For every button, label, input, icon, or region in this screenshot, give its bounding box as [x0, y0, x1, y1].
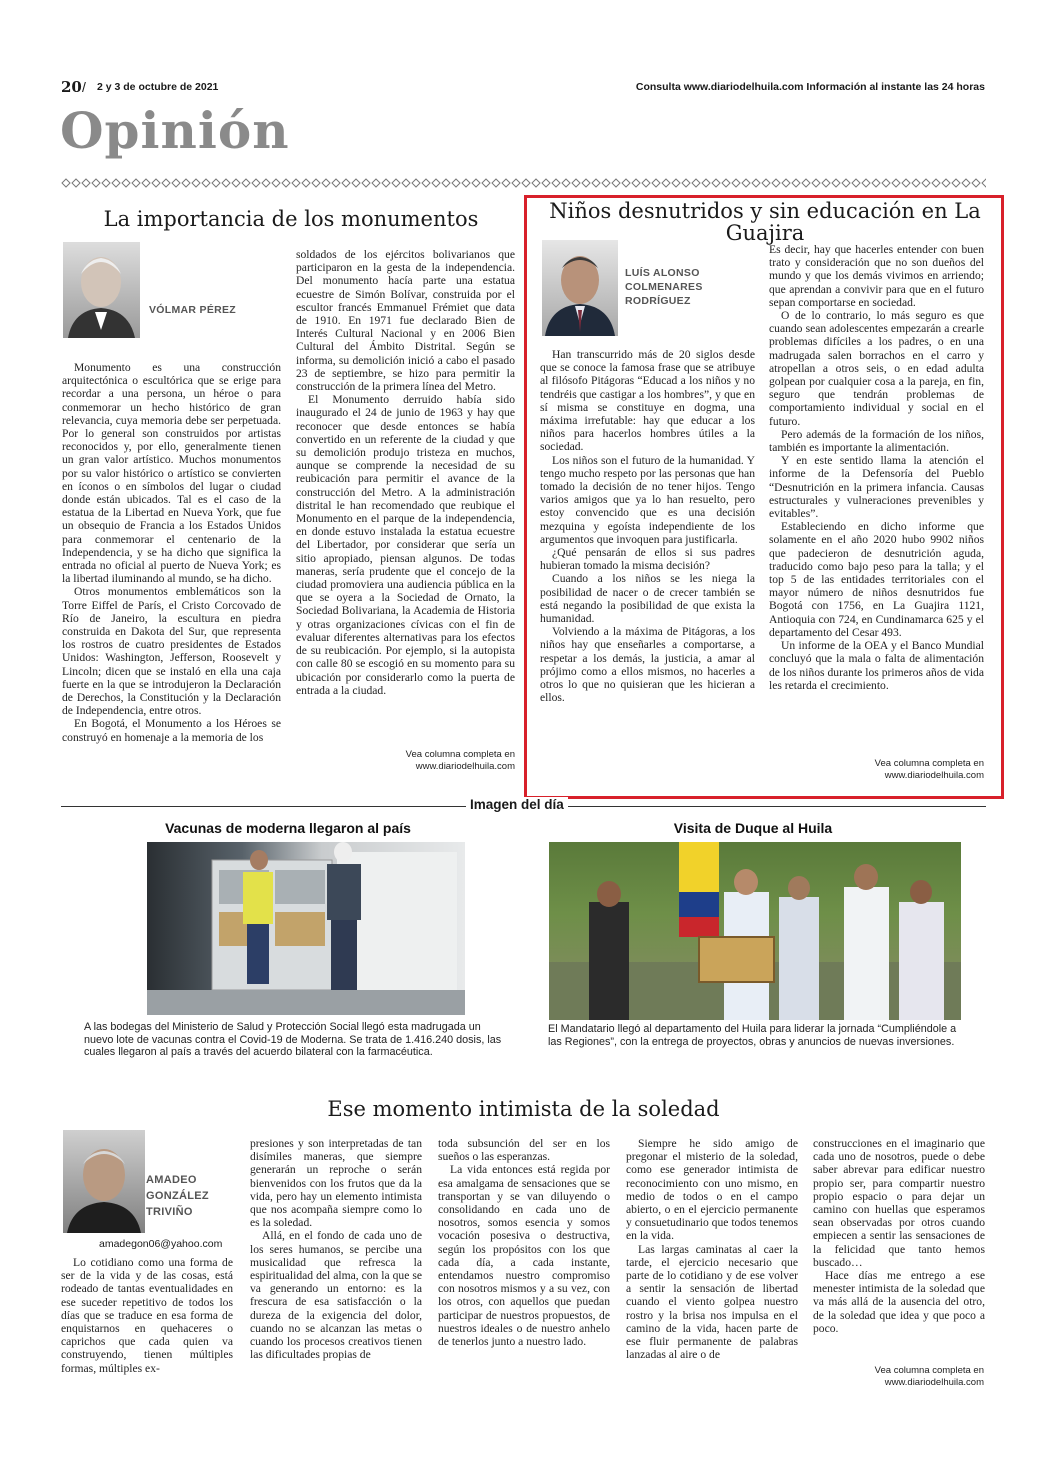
article3-column-2 — [250, 1137, 422, 1397]
paragraph: toda subsunción del ser en los sueños o las esperanzas. — [438, 1137, 610, 1164]
more-note-text: Vea columna completa en — [405, 749, 515, 760]
page-number: 20 — [61, 78, 82, 96]
header-tagline — [636, 81, 985, 93]
paragraph: La vida entonces está regida por esa amalgama de sensaciones que se transportan y se van diluyendo o consolidando en cada uno de nosotros, somos esencia y somos vocación posesiva o destructiva, según los propósitos con los que cada día, a cada instante, entendamos nuestro compromiso con nosotros mismos y a su vez, con los otros, con aquellos que puedan participar de nuestros propuestos, de nuestros ideales o de nuestro anhelo de tenerlos junto a nuestro lado. — [438, 1163, 610, 1349]
header-site-link[interactable]: www.diariodelhuila.com — [683, 81, 804, 93]
article1-more-note — [300, 749, 515, 772]
decorative-divider — [61, 178, 986, 188]
paragraph: Volviendo a la máxima de Pitágoras, a los niños hay que enseñarles a comportarse, a respetar a los demás, la justicia, a amar al prójimo como a ellos mismos, no hacerles a otros lo que no quisieran que les hicieran a ellos. — [540, 625, 755, 705]
paragraph: presiones y son interpretadas de tan disímiles maneras, que siempre generarán un reproche o serán bienvenidos con los frutos que da la vida, pero hay un elemento intimista que nos acompaña siempre como lo es la soledad. — [250, 1137, 422, 1230]
paragraph: Es decir, hay que hacerles entender con buen trato y consideración que no son dueños del mundo y que los demás vivimos en arriendo; que aprendan a convivir para que en el futuro sepan comportarse en sociedad. — [769, 243, 984, 309]
duque-visit-photo — [549, 842, 961, 1020]
article2-author — [625, 266, 703, 308]
article2-more-note — [770, 758, 984, 781]
paragraph: Los niños son el futuro de la humanidad. Y tengo mucho respeto por las personas que han tomado la decisión de no tener hijos. Tengo varios amigos que ya lo han resuelto, pero estoy convencido que es una decisión mezquina y egoísta independiente de los argumentos que invoquen para justificarla. — [540, 453, 755, 546]
author-line: RODRÍGUEZ — [625, 295, 691, 307]
right-photo-caption: El Mandatario llegó al departamento del Huila para liderar la jornada “Cumpliéndole a las Regiones”, con la entrega de proyectos, obras y anuncios de nuevas inversiones. — [548, 1023, 957, 1048]
more-note-text: Vea columna completa en — [874, 758, 984, 769]
article3-column-4 — [626, 1137, 798, 1397]
paragraph: soldados de los ejércitos bolivarianos que participaron en la gesta de la independencia. Del monumento hacía parte una estatua ecuestre de Simón Bolívar, construida por el escultor francés Emmanuel Frémiet que data de 1910. En 1971 fue declarado Bien de Interés Cultural Nacional y en 2006 Bien Cultural del Ámbito Distrital. Según se informa, su demolición inició a cabo el pasado 23 de septiembre, se hizo para permitir la construcción de la primera línea del Metro. — [296, 248, 515, 394]
left-photo-title: Vacunas de moderna llegaron al país — [165, 820, 411, 836]
paragraph: Un informe de la OEA y el Banco Mundial concluyó que la mala o falta de alimentación de los niños durante los primeros años de vida les retarda el crecimiento. — [769, 639, 984, 692]
author-photo-volmar — [63, 242, 140, 338]
section-title: Opinión — [60, 101, 290, 160]
more-note-link[interactable]: www.diariodelhuila.com — [884, 769, 984, 781]
page-header — [61, 78, 985, 96]
paragraph: construcciones en el imaginario que cada uno de nosotros, puede o debe saber abrevar para edificar nuestro propio ser, para compartir nuestro propio espacio o para dejar un camino con huellas que esperamos sean observadas por otros cuando empiecen a sentir las sensaciones de la felicidad que tanto hemos buscado… — [813, 1137, 985, 1269]
article2-column-2 — [769, 243, 984, 755]
paragraph: Monumento es una construcción arquitectónica o escultórica que se erige para recordar a una persona, un héroe o para conmemorar un hecho histórico de gran relevancia, cuya memoria debe ser perpetuada. Por lo general son construidos por artistas reconocidos y, por ello, generalmente tienen un gran valor artístico. Muchos monumentos por su valor histórico o artístico se convierten en íconos o en símbolos del lugar o ciudad donde están ubicados. Tal es el caso de la estatua de la Libertad en Nueva York, que fue un obsequio de Francia a los Estados Unidos para conmemorar el centenario de la Independencia, y se ha dicho que significa la entrada no oficial al puerto de Nueva York; es la libertad iluminando al mundo, se ha dicho. — [62, 361, 281, 586]
author-line: TRIVIÑO — [146, 1206, 193, 1218]
paragraph: Cuando a los niños se les niega la posibilidad de nacer o de crecer también se está negando la posibilidad de que exista la humanidad. — [540, 572, 755, 626]
page-number-separator: / — [82, 79, 86, 95]
left-photo-caption: A las bodegas del Ministerio de Salud y Protección Social llegó esta madrugada un nuevo lote de vacunas contra el Covid-19 de Moderna. Se trata de 1.416.240 dosis, las cuales llegaron al país a través del acuerdo bilateral con la farmacéutica. — [84, 1021, 502, 1059]
article1-title: La importancia de los monumentos — [103, 207, 479, 231]
author-line: GONZÁLEZ — [146, 1190, 209, 1202]
header-tagline-prefix: Consulta — [635, 81, 684, 93]
article3-column-3 — [438, 1137, 610, 1397]
paragraph: Pero además de la formación de los niños, también es importante la alimentación. — [769, 427, 984, 455]
vaccine-delivery-photo — [147, 842, 465, 1015]
more-note-text: Vea columna completa en — [874, 1365, 984, 1376]
article3-more-note — [820, 1365, 984, 1388]
paragraph: Hace días me entrego a ese menester intimista de la soledad que va más allá de la ausencia del otro, de la soledad que idea y que poco a poco. — [813, 1269, 985, 1335]
author-line: COLMENARES — [625, 281, 703, 293]
paragraph: El Monumento derruido había sido inaugurado el 24 de junio de 1963 y hay que reconocer que desde entonces se había convertido en un referente de la ciudad y que su demolición produjo tristeza en muchos, aunque se comprende la necesidad de su reubicación para permitir el avance de la construcción del Metro. A la administración distrital le han recomendado que reubique el Monumento en el parque de la independencia, en donde estuvo instalada la estatua ecuestre del Libertador, por considerar que sería un sitio apropiado, piensan algunos. De todas maneras, sería prudente que el concejo de la ciudad promoviera una audiencia pública en la que se oyera a la Sociedad de Ornato, la Sociedad Bolivariana, la Academia de Historia y otras organizaciones cívicas con el fin de evaluar diferentes alternativas para los efectos de su reubicación. Por ejemplo, si la autopista con calle 80 se escogió en su momento para su ubicación por considerarlo como la puerta de entrada a la ciudad. — [296, 393, 515, 697]
article2-title: Niños desnutridos y sin educación en La Guajira — [549, 199, 981, 245]
article3-column-1 — [61, 1256, 233, 1394]
header-tagline-suffix: Información al instante las 24 horas — [803, 81, 985, 93]
article3-column-5 — [813, 1137, 985, 1359]
more-note-link[interactable]: www.diariodelhuila.com — [884, 1376, 984, 1388]
article3-title: Ese momento intimista de la soledad — [327, 1097, 720, 1121]
paragraph: ¿Qué pensarán de ellos si sus padres hubieran tomado la misma decisión? — [540, 546, 755, 573]
paragraph: Estableciendo en dicho informe que solamente en el año 2020 hubo 9902 niños que padecieron de desnutrición aguda, traducido como bajo peso para la talla; y el top 5 de las entidades territoriales con el mayor número de niños desnutridos fue Bogotá con 1756, en La Guajira 1121, Antioquia con 724, en Cundinamarca 625 y el departamento del Cesar 493. — [769, 520, 984, 639]
paragraph: Siempre he sido amigo de pregonar el misterio de la soledad, como ese generador intimista de reconocimiento con uno mismo, en medio de todos o en el campo abierto, o en el ejercicio permanente y consuetudinario que todos tenemos en la vida. — [626, 1137, 798, 1243]
paragraph: Las largas caminatas al caer la tarde, el ejercicio necesario que parte de lo cotidiano y de ese volver a sentir la sensación de libertad cuando el viento golpea nuestro rostro y la brisa nos impulsa en el camino de la vida, hacen parte de ese fluir permanente de palabras lanzadas al aire o de — [626, 1242, 798, 1362]
paragraph: Lo cotidiano como una forma de ser de la vida y de las cosas, está rodeado de tantas eventualidades en ese suceder repetitivo de todos los días que se traduce en esa forma de enquistarnos en quehaceres o caprichos que cada quien va construyendo, tienen múltiples formas, múltiples ex- — [61, 1256, 233, 1375]
paragraph: Allá, en el fondo de cada uno de los seres humanos, se percibe una musicalidad que refresca la espiritualidad del alma, con la que se va generando un entorno: es la frescura de esa satisfacción o la dureza de la exigencia del dolor, cuando no se alcanzan las metas o cuando los procesos creativos tienen las dificultades propias de — [250, 1229, 422, 1362]
paragraph: Han transcurrido más de 20 siglos desde que se conoce la famosa frase que se atribuye al filósofo Pitágoras “Educad a los niños y no tendréis que castigar a los hombres”, y que en sí misma se constituye en dogma, una máxima irrefutable: hay que educar a los niños para hacerlos hombres útiles a la sociedad. — [540, 348, 755, 454]
paragraph: En Bogotá, el Monumento a los Héroes se construyó en homenaje a la memoria de los — [62, 717, 281, 744]
issue-date: 2 y 3 de octubre de 2021 — [97, 81, 219, 93]
author-email[interactable]: amadegon06@yahoo.com — [99, 1238, 223, 1250]
paragraph: O de lo contrario, lo más seguro es que cuando sean adolescentes empezarán a crearle problemas difíciles a los padres, o en una madrugada salen borrachos en el carro y atropellan a otros seis, o en edad adulta golpean por cualquier cosa a la pareja, en fin, seguro que tendrán problemas de comportamiento individual y social en el futuro. — [769, 309, 984, 428]
article3-author — [146, 1172, 209, 1220]
author-line: LUÍS ALONSO — [625, 267, 700, 279]
author-photo-amadeo — [63, 1130, 145, 1233]
more-note-link[interactable]: www.diariodelhuila.com — [415, 760, 515, 772]
article1-column-1 — [62, 361, 281, 771]
imagen-del-dia-label: Imagen del día — [466, 797, 568, 812]
author-line: AMADEO — [146, 1174, 197, 1186]
article1-author: VÓLMAR PÉREZ — [149, 304, 237, 316]
paragraph: Y en este sentido llama la atención el informe de la Defensoría del Pueblo “Desnutrición en la primera infancia. Causas estructurales y vulneraciones prevenibles y evitables”. — [769, 454, 984, 521]
article2-column-1 — [540, 348, 755, 768]
paragraph: Otros monumentos emblemáticos son la Torre Eiffel de París, el Cristo Corcovado de Río de Janeiro, la escultura en piedra construida en Dakota del Sur, que representa los rostros de cuatro presidentes de Estados Unidos: Washington, Jefferson, Roosevelt y Lincoln; dicen que se instaló en ella una caja fuerte en la que se introdujeron la Declaración de Derechos, la Constitución y la Declaración de Independencia, entre otros. — [62, 585, 281, 718]
right-photo-title: Visita de Duque al Huila — [673, 820, 833, 836]
author-photo-luis — [542, 240, 618, 336]
article1-column-2 — [296, 248, 515, 734]
